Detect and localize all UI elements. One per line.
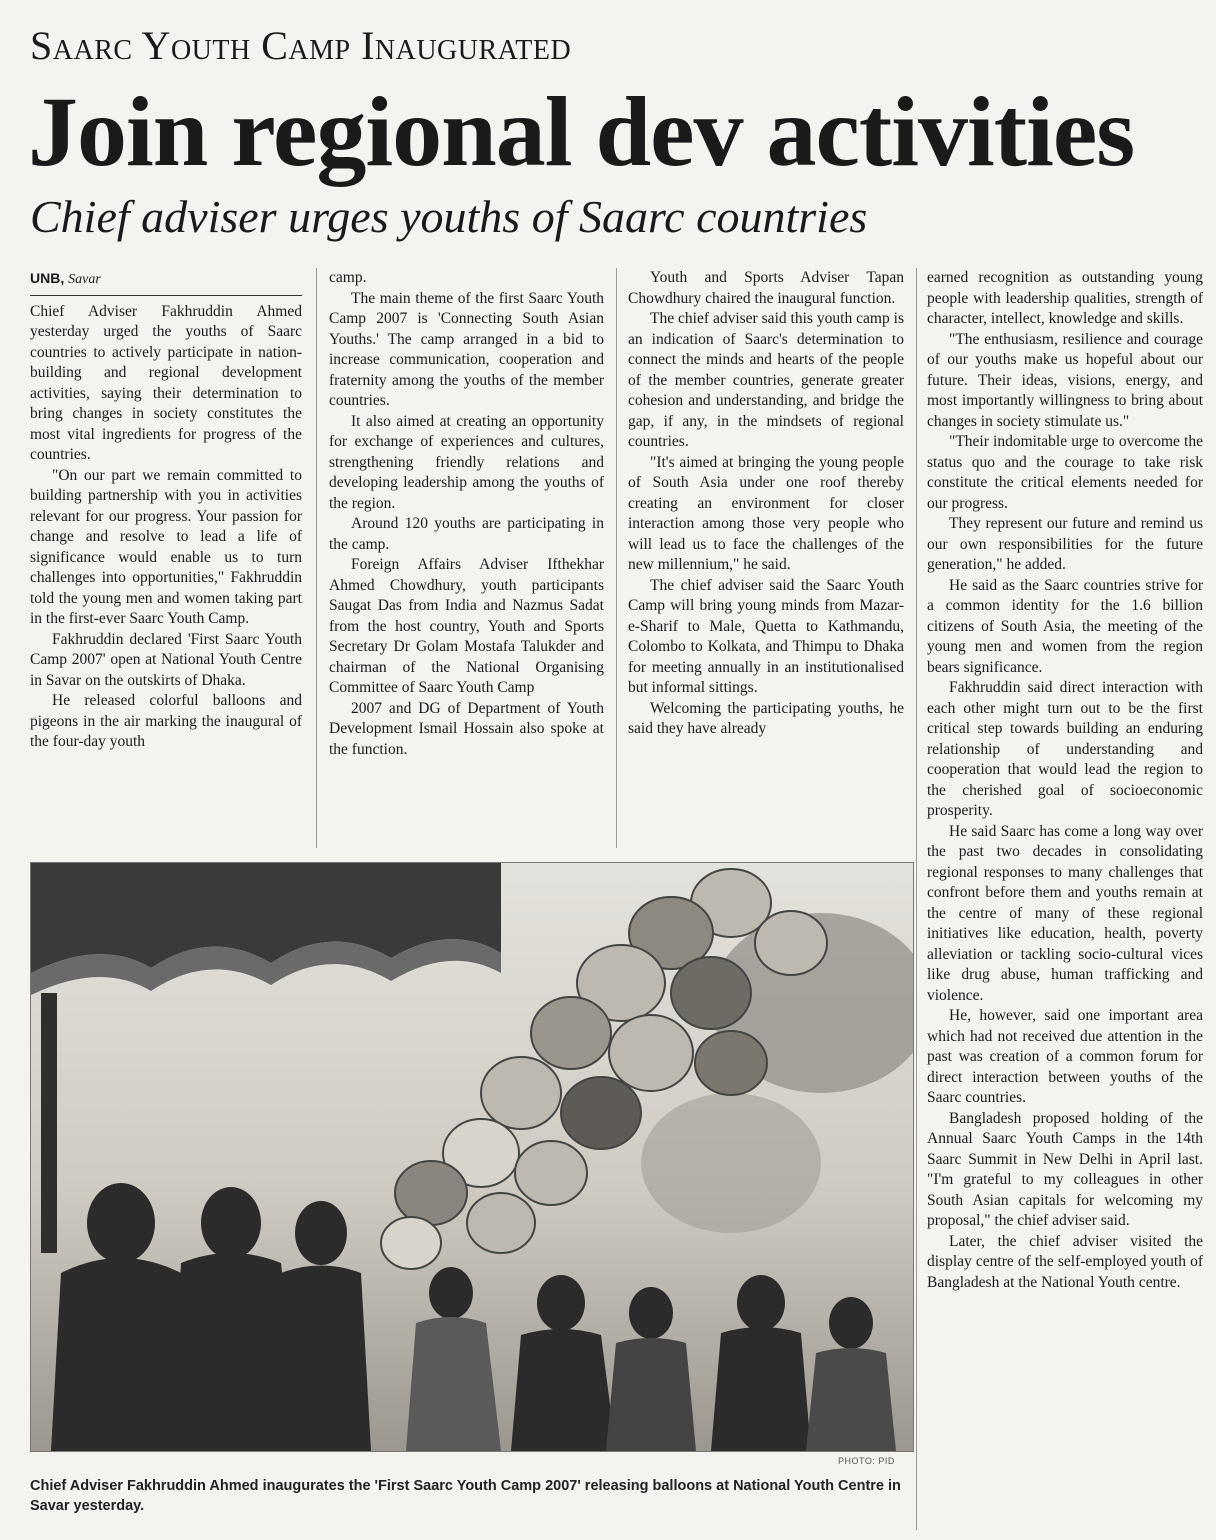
paragraph: Fakhruddin declared 'First Saarc Youth Camp 2007' open at National Youth Centre in Savar on the outskirts of Dhaka. bbox=[30, 630, 302, 689]
column-divider bbox=[616, 268, 617, 848]
news-photo bbox=[30, 862, 914, 1452]
photo-illustration bbox=[31, 863, 913, 1451]
article-column-4 bbox=[927, 268, 1203, 1530]
column-divider bbox=[916, 268, 917, 1530]
paragraph: Around 120 youths are participating in the camp. bbox=[329, 515, 604, 553]
byline-agency: UNB, bbox=[30, 270, 65, 286]
paragraph: Bangladesh proposed holding of the Annual Saarc Youth Camps in the 14th Saarc Summit in New Delhi in April last. "I'm grateful to my colleagues in other South Asian capitals for welcoming my proposal," the chief adviser said. bbox=[927, 1109, 1203, 1229]
article-column-3 bbox=[628, 268, 904, 848]
paragraph: It also aimed at creating an opportunity for exchange of experiences and cultures, strengthening friendly relations and developing leadership among the youths of the region. bbox=[329, 412, 604, 512]
paragraph: Fakhruddin said direct interaction with each other might turn out to be the first critical step towards building an enduring relationship of understanding and cooperation that would lead the region to the cherished goal of socioeconomic prosperity. bbox=[927, 679, 1203, 819]
article-column-2 bbox=[329, 268, 604, 848]
paragraph: 2007 and DG of Department of Youth Development Ismail Hossain also spoke at the function. bbox=[329, 699, 604, 758]
dateline bbox=[30, 268, 302, 296]
paragraph: "On our part we remain committed to building partnership with you in activities relevant for our progress. Your passion for change and resolve to lead a life of significance would enable us to turn challenges into opportunities," Fakhruddin told the young men and women taking part in the first-ever Saarc Youth Camp. bbox=[30, 466, 302, 627]
paragraph: Chief Adviser Fakhruddin Ahmed yesterday urged the youths of Saarc countries to actively participate in nation-building and regional development activities, saying their determination to bring changes in society constitutes the most vital ingredients for progress of the countries. bbox=[30, 302, 302, 463]
paragraph: camp. bbox=[329, 269, 367, 286]
paragraph: They represent our future and remind us our own responsibilities for the future generation," he added. bbox=[927, 515, 1203, 573]
paragraph: "It's aimed at bringing the young people of South Asia under one roof thereby creating an environment for closer interaction among those very people who will lead us to face the challenges of the new millennium," he said. bbox=[628, 453, 904, 573]
article-column-1 bbox=[30, 268, 302, 848]
paragraph: He released colorful balloons and pigeons in the air marking the inaugural of the four-day youth bbox=[30, 692, 302, 750]
dateline-location: Savar bbox=[68, 272, 101, 287]
article-headline: Join regional dev activities bbox=[28, 76, 1135, 187]
tent-pole bbox=[41, 993, 57, 1253]
paragraph: Youth and Sports Adviser Tapan Chowdhury chaired the inaugural function. bbox=[628, 269, 904, 307]
paragraph: The chief adviser said this youth camp is an indication of Saarc's determination to connect the minds and hearts of the people of the member countries, generate greater cohesion and understanding, and bridge the gap, if any, in the mindsets of regional countries. bbox=[628, 310, 904, 450]
article-kicker: Saarc Youth Camp Inaugurated bbox=[30, 23, 572, 68]
paragraph: The main theme of the first Saarc Youth Camp 2007 is 'Connecting South Asian Youths.' The camp arranged in a bid to increase communication, cooperation and fraternity among the youths of the member countries. bbox=[329, 289, 604, 409]
paragraph: Later, the chief adviser visited the display centre of the self-employed youth of Bangladesh at the National Youth centre. bbox=[927, 1232, 1203, 1291]
paragraph: Foreign Affairs Adviser Ifthekhar Ahmed Chowdhury, youth participants Saugat Das from India and Nazmus Sadat from the host country, Youth and Sports Secretary Dr Golam Mostafa Talukder and chairman of the National Organising Committee of Saarc Youth Camp bbox=[329, 556, 604, 696]
paragraph: He said Saarc has come a long way over the past two decades in consolidating regional responses to many challenges that confront before them and youths remain at the centre of many of these regional initiatives like education, health, poverty alleviation or tackling socio-cultural vices like drug abuse, human trafficking and violence. bbox=[927, 822, 1203, 1004]
paragraph: "The enthusiasm, resilience and courage of our youths make us hopeful about our future. Their ideas, visions, energy, and most importantly willingness to bring about changes in society stimulate us." bbox=[927, 330, 1203, 430]
article-deck: Chief adviser urges youths of Saarc countries bbox=[30, 191, 868, 242]
paragraph: He said as the Saarc countries strive for a common identity for the 1.6 billion citizens of South Asia, the meeting of the young men and women from the region bears significance. bbox=[927, 576, 1203, 676]
photo-caption: Chief Adviser Fakhruddin Ahmed inaugurates the 'First Saarc Youth Camp 2007' releasing balloons at National Youth Centre in Savar yesterday. bbox=[30, 1478, 901, 1514]
column-divider bbox=[316, 268, 317, 848]
paragraph: The chief adviser said the Saarc Youth Camp will bring young minds from Mazar-e-Sharif to Male, Quetta to Kathmandu, Colombo to Kolkata, and Thimpu to Dhaka for meeting annually in an institutionalised but informal sittings. bbox=[628, 576, 904, 696]
paragraph: earned recognition as outstanding young people with leadership qualities, strength of character, intellect, knowledge and skills. bbox=[927, 269, 1203, 327]
photo-credit: PHOTO: PID bbox=[838, 1456, 895, 1466]
paragraph: Welcoming the participating youths, he said they have already bbox=[628, 699, 904, 737]
paragraph: "Their indomitable urge to overcome the status quo and the courage to take risk constitute the critical elements needed for our progress. bbox=[927, 433, 1203, 512]
tree-foliage bbox=[641, 1093, 821, 1233]
paragraph: He, however, said one important area which had not received due attention in the past was creation of a common forum for direct interaction between youths of the Saarc countries. bbox=[927, 1007, 1203, 1106]
